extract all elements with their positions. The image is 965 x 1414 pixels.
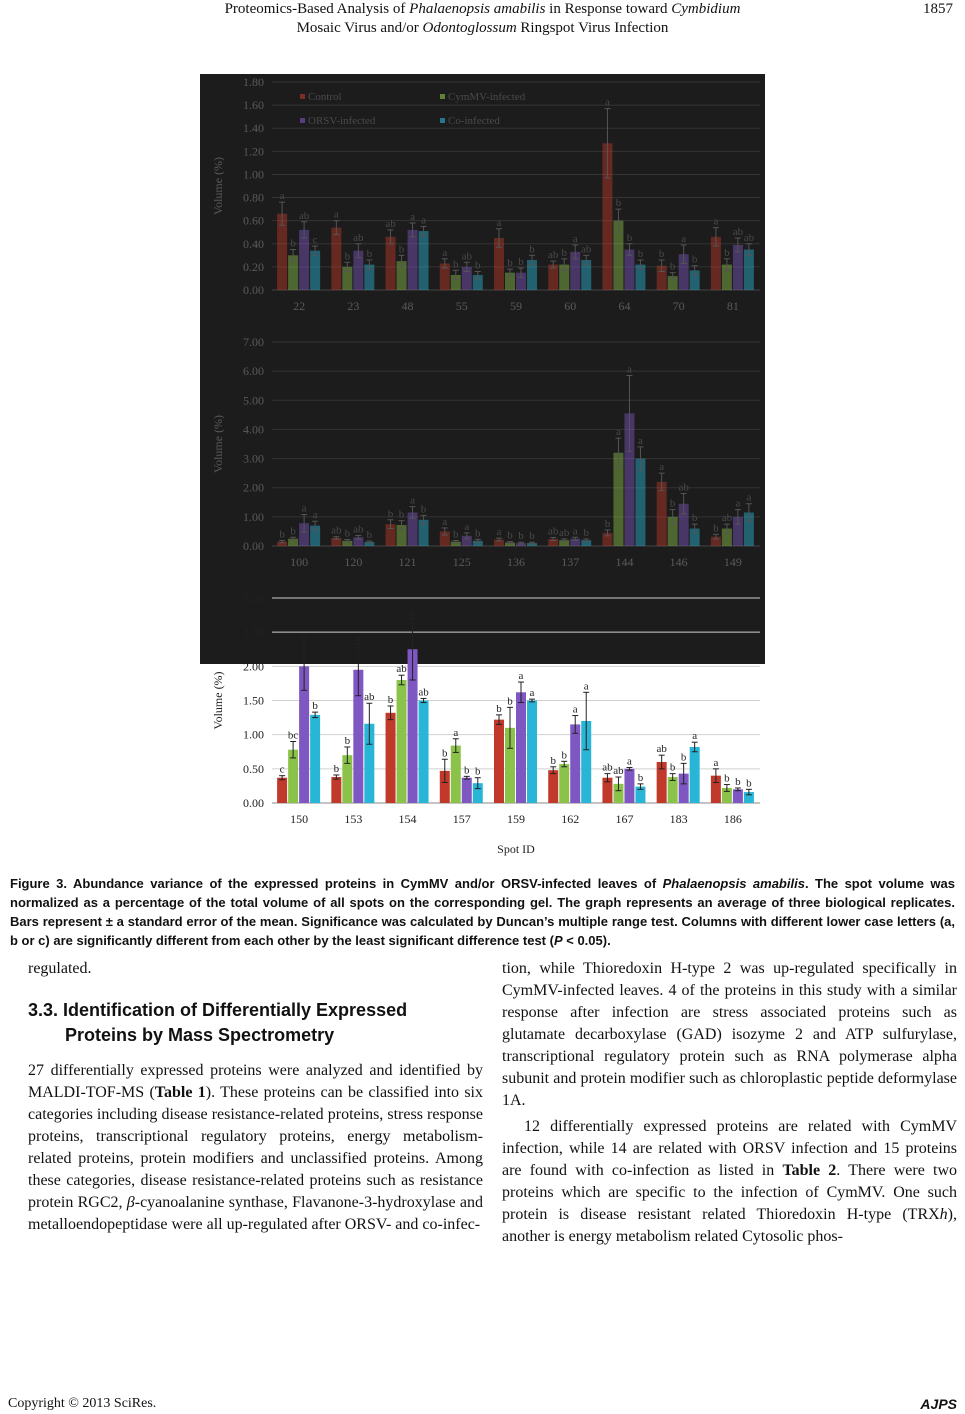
significance-letter: b xyxy=(344,734,351,747)
significance-letter: b xyxy=(583,527,589,540)
significance-letter: b xyxy=(475,765,481,778)
x-tick-label: 153 xyxy=(344,812,363,826)
bar-162-0 xyxy=(548,770,558,803)
journal-name: AJPS xyxy=(920,1396,957,1412)
significance-letter: b xyxy=(290,237,296,250)
y-axis-label: Volume (%) xyxy=(211,414,225,474)
bar-146-0 xyxy=(657,482,667,546)
y-tick-label: 0.00 xyxy=(243,283,264,297)
x-tick-label: 100 xyxy=(290,555,309,569)
bar-48-2 xyxy=(408,230,418,290)
legend-entry: ORSV-infected xyxy=(308,115,376,127)
significance-letter: ab xyxy=(364,691,375,704)
x-tick-label: 23 xyxy=(347,299,360,313)
x-tick-label: 162 xyxy=(561,812,580,826)
paragraph-identification: 27 differentially expressed proteins were analyzed and identified by MALDI-TOF-MS (Table 1). These proteins can be classified into six categories including disease resistance-related proteins, stress response proteins, transcriptional regulatory proteins, energy metabolism-related proteins, protein modifiers and unclassified proteins. Among these categories, disease resistance-related proteins such as resistance protein RGC2, β-cyanoalanine synthase, Flavanone-3-hydroxylase and metalloendopeptidase were all up-regulated after ORSV- and co-infec- xyxy=(28,1062,484,1233)
y-tick-label: 7.00 xyxy=(243,335,264,349)
significance-letter: a xyxy=(692,730,698,743)
legend-swatch xyxy=(440,118,445,123)
y-tick-label: 5.00 xyxy=(243,393,264,408)
significance-letter: a xyxy=(637,434,643,447)
significance-letter: a xyxy=(615,426,621,439)
significance-letter: a xyxy=(626,755,632,768)
dark-overlay xyxy=(200,74,765,664)
page-number: 1857 xyxy=(923,1,953,17)
x-tick-label: 144 xyxy=(615,555,634,569)
significance-letter: a xyxy=(410,210,416,223)
bar-183-3 xyxy=(690,747,700,803)
bar-22-3 xyxy=(310,251,320,290)
legend-entry: CymMV-infected xyxy=(448,91,526,103)
significance-letter: ab xyxy=(385,217,396,230)
significance-letter: b xyxy=(507,529,513,542)
significance-letter: ab xyxy=(559,527,570,540)
paragraph-continuation: tion, while Thioredoxin H-type 2 was up-regulated specifically in CymMV-infected leaves. 4 of the proteins in this study with a similar response after infection are stress associated proteins such as glutamate decarboxylase (GAD) isozyme 2 and ATP sulfurylase, transcriptional regulatory protein such as RNA polymerase alpha subunit and protein modifier such as chloroplastic peptide deformylase 1A. xyxy=(502,960,957,1109)
significance-letter: b xyxy=(366,529,373,542)
significance-letter: a xyxy=(301,502,307,515)
x-tick-label: 70 xyxy=(672,299,685,313)
significance-letter: ab xyxy=(298,209,310,222)
x-tick-label: 150 xyxy=(290,812,309,826)
figure-3-chart xyxy=(200,74,765,864)
y-tick-label: 2.50 xyxy=(243,625,264,640)
significance-letter: ab xyxy=(678,481,689,494)
significance-letter: a xyxy=(713,215,719,228)
significance-letter: a xyxy=(529,687,535,700)
significance-letter: b xyxy=(387,507,394,520)
x-tick-label: 136 xyxy=(507,555,525,569)
y-tick-label: 1.60 xyxy=(243,98,264,113)
significance-letter: a xyxy=(453,726,459,739)
x-tick-label: 121 xyxy=(398,555,417,569)
bar-159-2 xyxy=(516,692,526,803)
significance-letter: ab xyxy=(548,525,559,538)
right-column xyxy=(502,958,957,1248)
significance-letter: ab xyxy=(602,761,613,774)
significance-letter: ab xyxy=(548,249,559,262)
bar-159-0 xyxy=(494,720,504,803)
legend-swatch xyxy=(440,94,445,99)
significance-letter: b xyxy=(615,197,622,210)
y-tick-label: 0.20 xyxy=(243,259,264,274)
significance-letter: a xyxy=(355,631,361,644)
significance-letter: b xyxy=(724,772,730,785)
bar-153-0 xyxy=(331,777,341,803)
bar-157-2 xyxy=(462,778,472,803)
significance-letter: b xyxy=(475,527,481,540)
significance-letter: b xyxy=(420,503,427,516)
bar-186-2 xyxy=(733,789,743,803)
bar-167-2 xyxy=(624,769,634,803)
section-heading: 3.3. Identification of Differentially Expressed Proteins by Mass Spectrometry xyxy=(28,1000,408,1045)
significance-letter: b xyxy=(290,525,296,538)
x-tick-label: 146 xyxy=(669,555,688,569)
x-tick-label: 149 xyxy=(723,555,742,569)
significance-letter: c xyxy=(279,763,285,776)
bar-150-3 xyxy=(310,715,320,803)
y-tick-label: 0.50 xyxy=(243,761,264,776)
significance-letter: a xyxy=(518,670,524,683)
paragraph-infection-specific: 12 differentially expressed proteins are related with CymMV infection, while 14 are related with ORSV infection and 15 proteins are found with co-infection as listed in Table 2. There were two proteins which are specific to the infection of CymMV. One such protein is disease resistant related Thioredoxin H-type (TRXh), another is energy metabolism related Cytosolic phos- xyxy=(502,1118,957,1245)
left-column xyxy=(28,958,483,1236)
significance-letter: b xyxy=(398,243,405,256)
significance-letter: ab xyxy=(732,226,744,238)
x-tick-label: 48 xyxy=(401,299,414,313)
significance-letter: ab xyxy=(656,743,667,756)
y-tick-label: 0.40 xyxy=(243,236,264,251)
y-tick-label: 0.80 xyxy=(243,190,264,205)
significance-letter: bc xyxy=(287,729,299,742)
table-1-link[interactable]: Table 1 xyxy=(154,1084,206,1101)
significance-letter: b xyxy=(561,749,567,762)
bar-154-1 xyxy=(397,680,407,803)
bar-157-1 xyxy=(451,746,461,803)
significance-letter: b xyxy=(658,247,665,260)
significance-letter: b xyxy=(453,258,459,271)
significance-letter: b xyxy=(713,522,719,535)
significance-letter: ab xyxy=(353,523,364,536)
y-tick-label: 6.00 xyxy=(243,364,264,379)
figure-caption: Figure 3. Abundance variance of the expressed proteins in CymMV and/or ORSV-infected leaves of Phalaenopsis amabilis. The spot volume was normalized as a percentage of the total volume of all spots on the corresponding gel. The graph represents an average of three biological replicates. Bars represent ± a standard error of the mean. Significance was calculated by Duncan’s multiple range test. Columns with different lower case letters (a, b or c) are significantly different from each other by the least significant difference test (P < 0.05). xyxy=(10,876,955,948)
continuation-text: regulated. xyxy=(28,960,92,977)
significance-letter: b xyxy=(518,530,524,543)
significance-letter: a xyxy=(421,214,427,227)
significance-letter: ab xyxy=(461,250,472,263)
significance-letter: ab xyxy=(331,524,342,537)
y-tick-label: 2.00 xyxy=(243,480,264,495)
bar-22-2 xyxy=(299,230,309,290)
significance-letter: b xyxy=(724,246,730,259)
x-tick-label: 183 xyxy=(669,812,688,826)
significance-letter: a xyxy=(735,497,741,510)
significance-letter: b xyxy=(442,747,448,760)
y-tick-label: 1.40 xyxy=(243,121,264,136)
significance-letter: a xyxy=(659,461,665,474)
significance-letter: a xyxy=(626,363,632,376)
bar-48-0 xyxy=(386,237,396,290)
significance-letter: a xyxy=(312,509,318,522)
legend-swatch xyxy=(300,118,305,123)
significance-letter: a xyxy=(464,520,470,533)
significance-letter: c xyxy=(312,234,318,247)
legend-entry: Control xyxy=(308,91,342,103)
x-tick-label: 120 xyxy=(344,555,363,569)
header-line-2: Mosaic Virus and/or Odontoglossum Ringspot Virus Infection xyxy=(296,20,669,36)
bar-159-3 xyxy=(527,701,537,804)
legend-swatch xyxy=(300,94,305,99)
bar-154-3 xyxy=(419,701,429,804)
significance-letter: ab xyxy=(396,663,407,676)
x-tick-label: 167 xyxy=(615,812,634,826)
bar-154-0 xyxy=(386,713,396,803)
bar-162-2 xyxy=(570,724,580,803)
significance-letter: a xyxy=(410,494,416,507)
y-tick-label: 1.80 xyxy=(243,75,264,89)
x-tick-label: 157 xyxy=(452,812,471,826)
page-footer xyxy=(8,1396,957,1412)
significance-letter: b xyxy=(691,512,698,525)
significance-letter: b xyxy=(464,764,470,777)
significance-letter: b xyxy=(626,231,633,244)
significance-letter: ab xyxy=(721,512,733,525)
significance-letter: b xyxy=(366,247,373,260)
significance-letter: b xyxy=(453,528,459,541)
bar-48-3 xyxy=(419,231,429,290)
y-tick-label: 0.60 xyxy=(243,213,264,228)
significance-letter: a xyxy=(604,96,610,109)
significance-letter: b xyxy=(312,700,318,713)
significance-letter: ab xyxy=(418,686,429,699)
header-line-1: Proteomics-Based Analysis of Phalaenopsis amabilis in Response toward Cymbidium xyxy=(224,1,741,17)
significance-letter: a xyxy=(333,208,339,221)
x-tick-label: 60 xyxy=(564,299,577,313)
x-tick-label: 159 xyxy=(507,812,525,826)
significance-letter: a xyxy=(572,703,578,716)
significance-letter: a xyxy=(279,190,285,203)
significance-letter: b xyxy=(333,762,340,775)
x-tick-label: 55 xyxy=(455,299,468,313)
significance-letter: b xyxy=(529,243,535,256)
x-tick-label: 64 xyxy=(618,299,631,313)
y-tick-label: 1.00 xyxy=(243,509,264,524)
significance-letter: b xyxy=(669,260,676,273)
significance-letter: b xyxy=(746,777,752,790)
y-tick-label: 1.00 xyxy=(243,727,264,742)
copyright-text: Copyright © 2013 SciRes. xyxy=(8,1396,157,1411)
significance-letter: a xyxy=(496,526,502,539)
bar-144-3 xyxy=(635,459,645,546)
significance-letter: b xyxy=(344,527,351,540)
significance-letter: a xyxy=(746,491,752,504)
significance-letter: b xyxy=(507,257,513,270)
bar-150-0 xyxy=(277,778,287,803)
significance-letter: a xyxy=(583,680,589,693)
x-tick-label: 125 xyxy=(452,555,471,569)
figure-3 xyxy=(200,74,765,864)
y-axis-label: Volume (%) xyxy=(211,156,225,216)
significance-letter: b xyxy=(604,517,611,530)
bar-162-1 xyxy=(559,764,569,803)
significance-letter: a xyxy=(681,232,687,245)
significance-letter: b xyxy=(637,247,644,260)
significance-letter: b xyxy=(561,246,567,259)
significance-letter: a xyxy=(301,630,307,643)
significance-letter: b xyxy=(669,761,676,774)
significance-letter: ab xyxy=(581,243,592,256)
bar-23-0 xyxy=(331,228,341,290)
significance-letter: a xyxy=(442,246,448,259)
x-tick-label: 186 xyxy=(723,812,742,826)
significance-letter: ab xyxy=(353,231,364,244)
y-axis-label: Volume (%) xyxy=(211,671,225,730)
table-2-link[interactable]: Table 2 xyxy=(782,1162,837,1179)
significance-letter: ab xyxy=(613,765,624,778)
significance-letter: b xyxy=(387,693,394,706)
significance-letter: a xyxy=(713,756,719,769)
x-tick-label: 22 xyxy=(293,299,306,313)
significance-letter: b xyxy=(637,771,644,784)
significance-letter: b xyxy=(680,751,687,764)
significance-letter: a xyxy=(410,606,416,619)
significance-letter: b xyxy=(475,259,481,272)
x-tick-label: 59 xyxy=(510,299,522,313)
significance-letter: b xyxy=(496,702,502,715)
significance-letter: b xyxy=(344,250,351,263)
y-tick-label: 1.20 xyxy=(243,144,264,159)
x-tick-label: 137 xyxy=(561,555,580,569)
y-tick-label: 3.00 xyxy=(243,591,264,605)
significance-letter: b xyxy=(279,528,285,541)
significance-letter: b xyxy=(669,497,676,510)
significance-letter: a xyxy=(442,515,448,528)
running-header xyxy=(0,0,965,38)
significance-letter: b xyxy=(507,695,513,708)
y-tick-label: 1.50 xyxy=(243,693,264,708)
significance-letter: a xyxy=(572,525,578,538)
x-tick-label: 154 xyxy=(398,812,417,826)
y-tick-label: 3.00 xyxy=(243,451,264,466)
y-tick-label: 0.00 xyxy=(243,796,264,810)
y-tick-label: 2.00 xyxy=(243,659,264,674)
significance-letter: a xyxy=(496,216,502,229)
significance-letter: b xyxy=(691,253,698,266)
x-tick-label: 81 xyxy=(726,299,739,313)
significance-letter: b xyxy=(398,508,405,521)
significance-letter: b xyxy=(735,775,741,788)
significance-letter: a xyxy=(572,232,578,245)
significance-letter: ab xyxy=(743,231,755,244)
y-tick-label: 4.00 xyxy=(243,422,264,437)
legend-entry: Co-infected xyxy=(448,115,500,127)
significance-letter: b xyxy=(550,754,556,767)
y-tick-label: 0.00 xyxy=(243,539,264,553)
significance-letter: b xyxy=(529,530,535,543)
x-axis-label: Spot ID xyxy=(497,842,535,856)
significance-letter: b xyxy=(518,256,524,269)
y-tick-label: 1.00 xyxy=(243,167,264,182)
